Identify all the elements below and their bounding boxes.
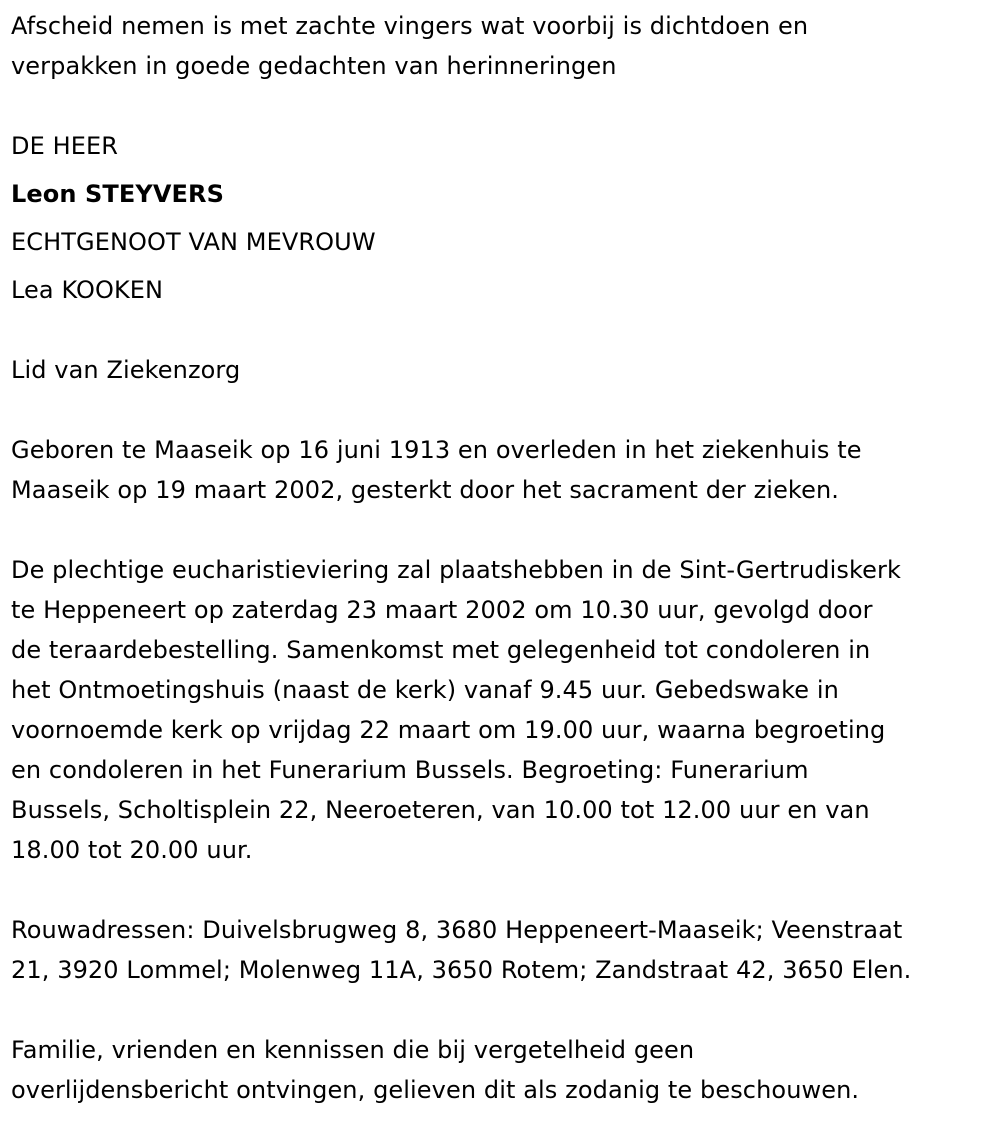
service-line-7: Bussels, Scholtisplein 22, Neeroeteren, van 10.00 tot 12.00 uur en van xyxy=(11,796,870,824)
spouse-label: ECHTGENOOT VAN MEVROUW xyxy=(11,228,376,256)
intro-line-1: Afscheid nemen is met zachte vingers wat voorbij is dichtdoen en xyxy=(11,12,809,40)
service-line-4: het Ontmoetingshuis (naast de kerk) vanaf 9.45 uur. Gebedswake in xyxy=(11,676,839,704)
service-line-5: voornoemde kerk op vrijdag 22 maart om 19.00 uur, waarna begroeting xyxy=(11,716,886,744)
spouse-name: Lea KOOKEN xyxy=(11,276,164,304)
birth-death-line-2: Maaseik op 19 maart 2002, gesterkt door het sacrament der zieken. xyxy=(11,476,839,504)
membership: Lid van Ziekenzorg xyxy=(11,356,241,384)
service-line-1: De plechtige eucharistieviering zal plaatshebben in de Sint-Gertrudiskerk xyxy=(11,556,901,584)
closing-line-2: overlijdensbericht ontvingen, gelieven dit als zodanig te beschouwen. xyxy=(11,1076,860,1104)
honorific: DE HEER xyxy=(11,132,119,160)
addresses-line-2: 21, 3920 Lommel; Molenweg 11A, 3650 Rotem; Zandstraat 42, 3650 Elen. xyxy=(11,956,912,984)
service-line-2: te Heppeneert op zaterdag 23 maart 2002 om 10.30 uur, gevolgd door xyxy=(11,596,873,624)
deceased-name: Leon STEYVERS xyxy=(11,180,224,208)
addresses-line-1: Rouwadressen: Duivelsbrugweg 8, 3680 Heppeneert-Maaseik; Veenstraat xyxy=(11,916,903,944)
service-line-6: en condoleren in het Funerarium Bussels. Begroeting: Funerarium xyxy=(11,756,809,784)
service-line-3: de teraardebestelling. Samenkomst met gelegenheid tot condoleren in xyxy=(11,636,871,664)
intro-line-2: verpakken in goede gedachten van herinneringen xyxy=(11,52,617,80)
birth-death-line-1: Geboren te Maaseik op 16 juni 1913 en overleden in het ziekenhuis te xyxy=(11,436,862,464)
service-line-8: 18.00 tot 20.00 uur. xyxy=(11,836,253,864)
closing-line-1: Familie, vrienden en kennissen die bij vergetelheid geen xyxy=(11,1036,695,1064)
